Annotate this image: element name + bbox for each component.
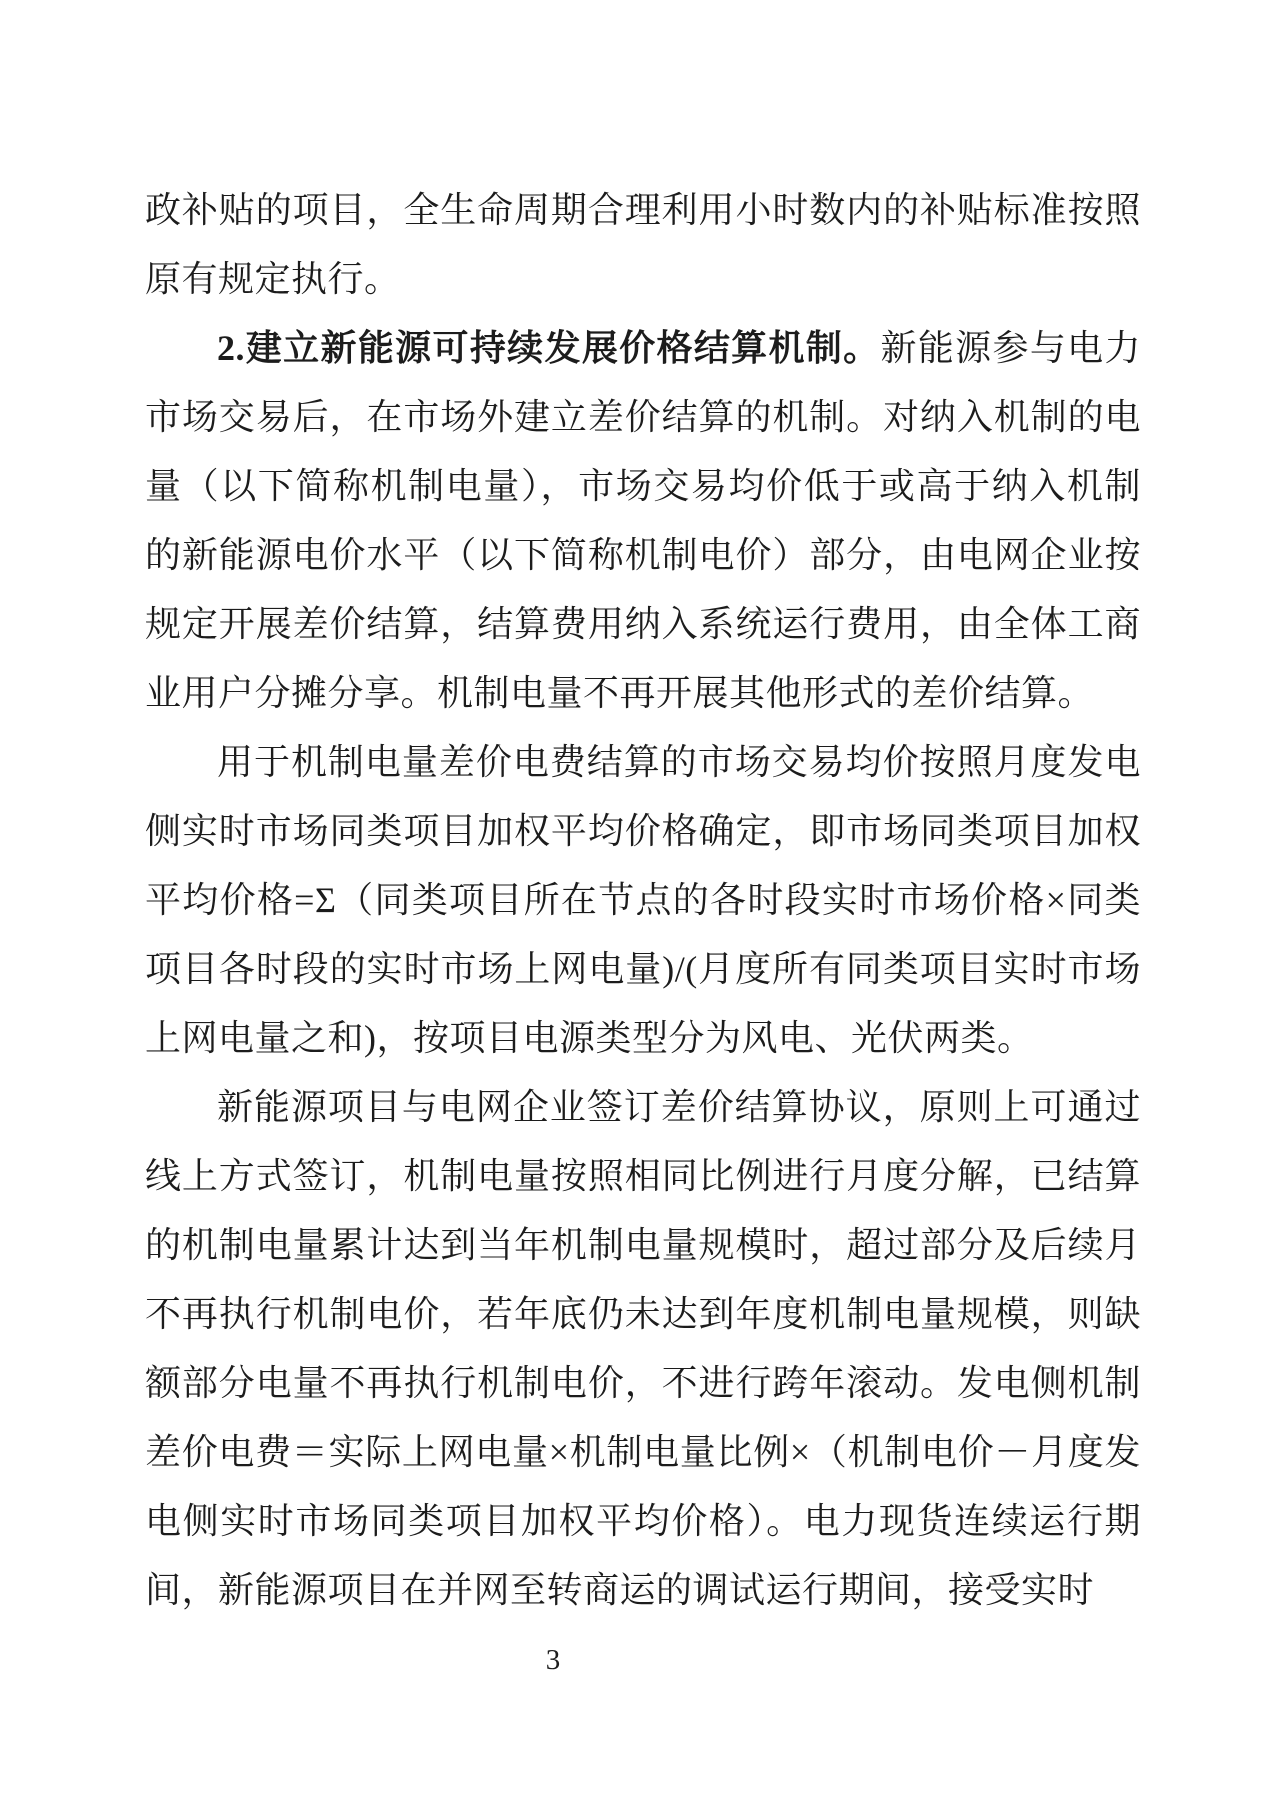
paragraph-text: 政补贴的项目，全生命周期合理利用小时数内的补贴标准按照原有规定执行。 bbox=[145, 190, 1141, 299]
document-body bbox=[145, 176, 1141, 1625]
page-number: 3 bbox=[545, 1644, 561, 1676]
paragraph-text: 新能源参与电力市场交易后，在市场外建立差价结算的机制。对纳入机制的电量（以下简称机制电量），市场交易均价低于或高于纳入机制的新能源电价水平（以下简称机制电价）部分，由电网企业按规定开展差价结算，结算费用纳入系统运行费用，由全体工商业用户分摊分享。机制电量不再开展其他形式的差价结算。 bbox=[145, 328, 1141, 713]
paragraph-text: 新能源项目与电网企业签订差价结算协议，原则上可通过线上方式签订，机制电量按照相同比例进行月度分解，已结算的机制电量累计达到当年机制电量规模时，超过部分及后续月不再执行机制电价，若年底仍未达到年度机制电量规模，则缺额部分电量不再执行机制电价，不进行跨年滚动。发电侧机制差价电费＝实际上网电量×机制电量比例×（机制电价－月度发电侧实时市场同类项目加权平均价格）。电力现货连续运行期间，新能源项目在并网至转商运的调试运行期间，接受实时 bbox=[145, 1087, 1141, 1610]
paragraph bbox=[145, 176, 1141, 314]
paragraph bbox=[145, 1073, 1141, 1625]
paragraph-heading-text: 2.建立新能源可持续发展价格结算机制。 bbox=[217, 328, 881, 368]
paragraph-text: 用于机制电量差价电费结算的市场交易均价按照月度发电侧实时市场同类项目加权平均价格确定，即市场同类项目加权平均价格=Σ（同类项目所在节点的各时段实时市场价格×同类项目各时段的实时市场上网电量)/(月度所有同类项目实时市场上网电量之和)，按项目电源类型分为风电、光伏两类。 bbox=[145, 742, 1141, 1058]
paragraph bbox=[145, 314, 1141, 728]
paragraph bbox=[145, 728, 1141, 1073]
